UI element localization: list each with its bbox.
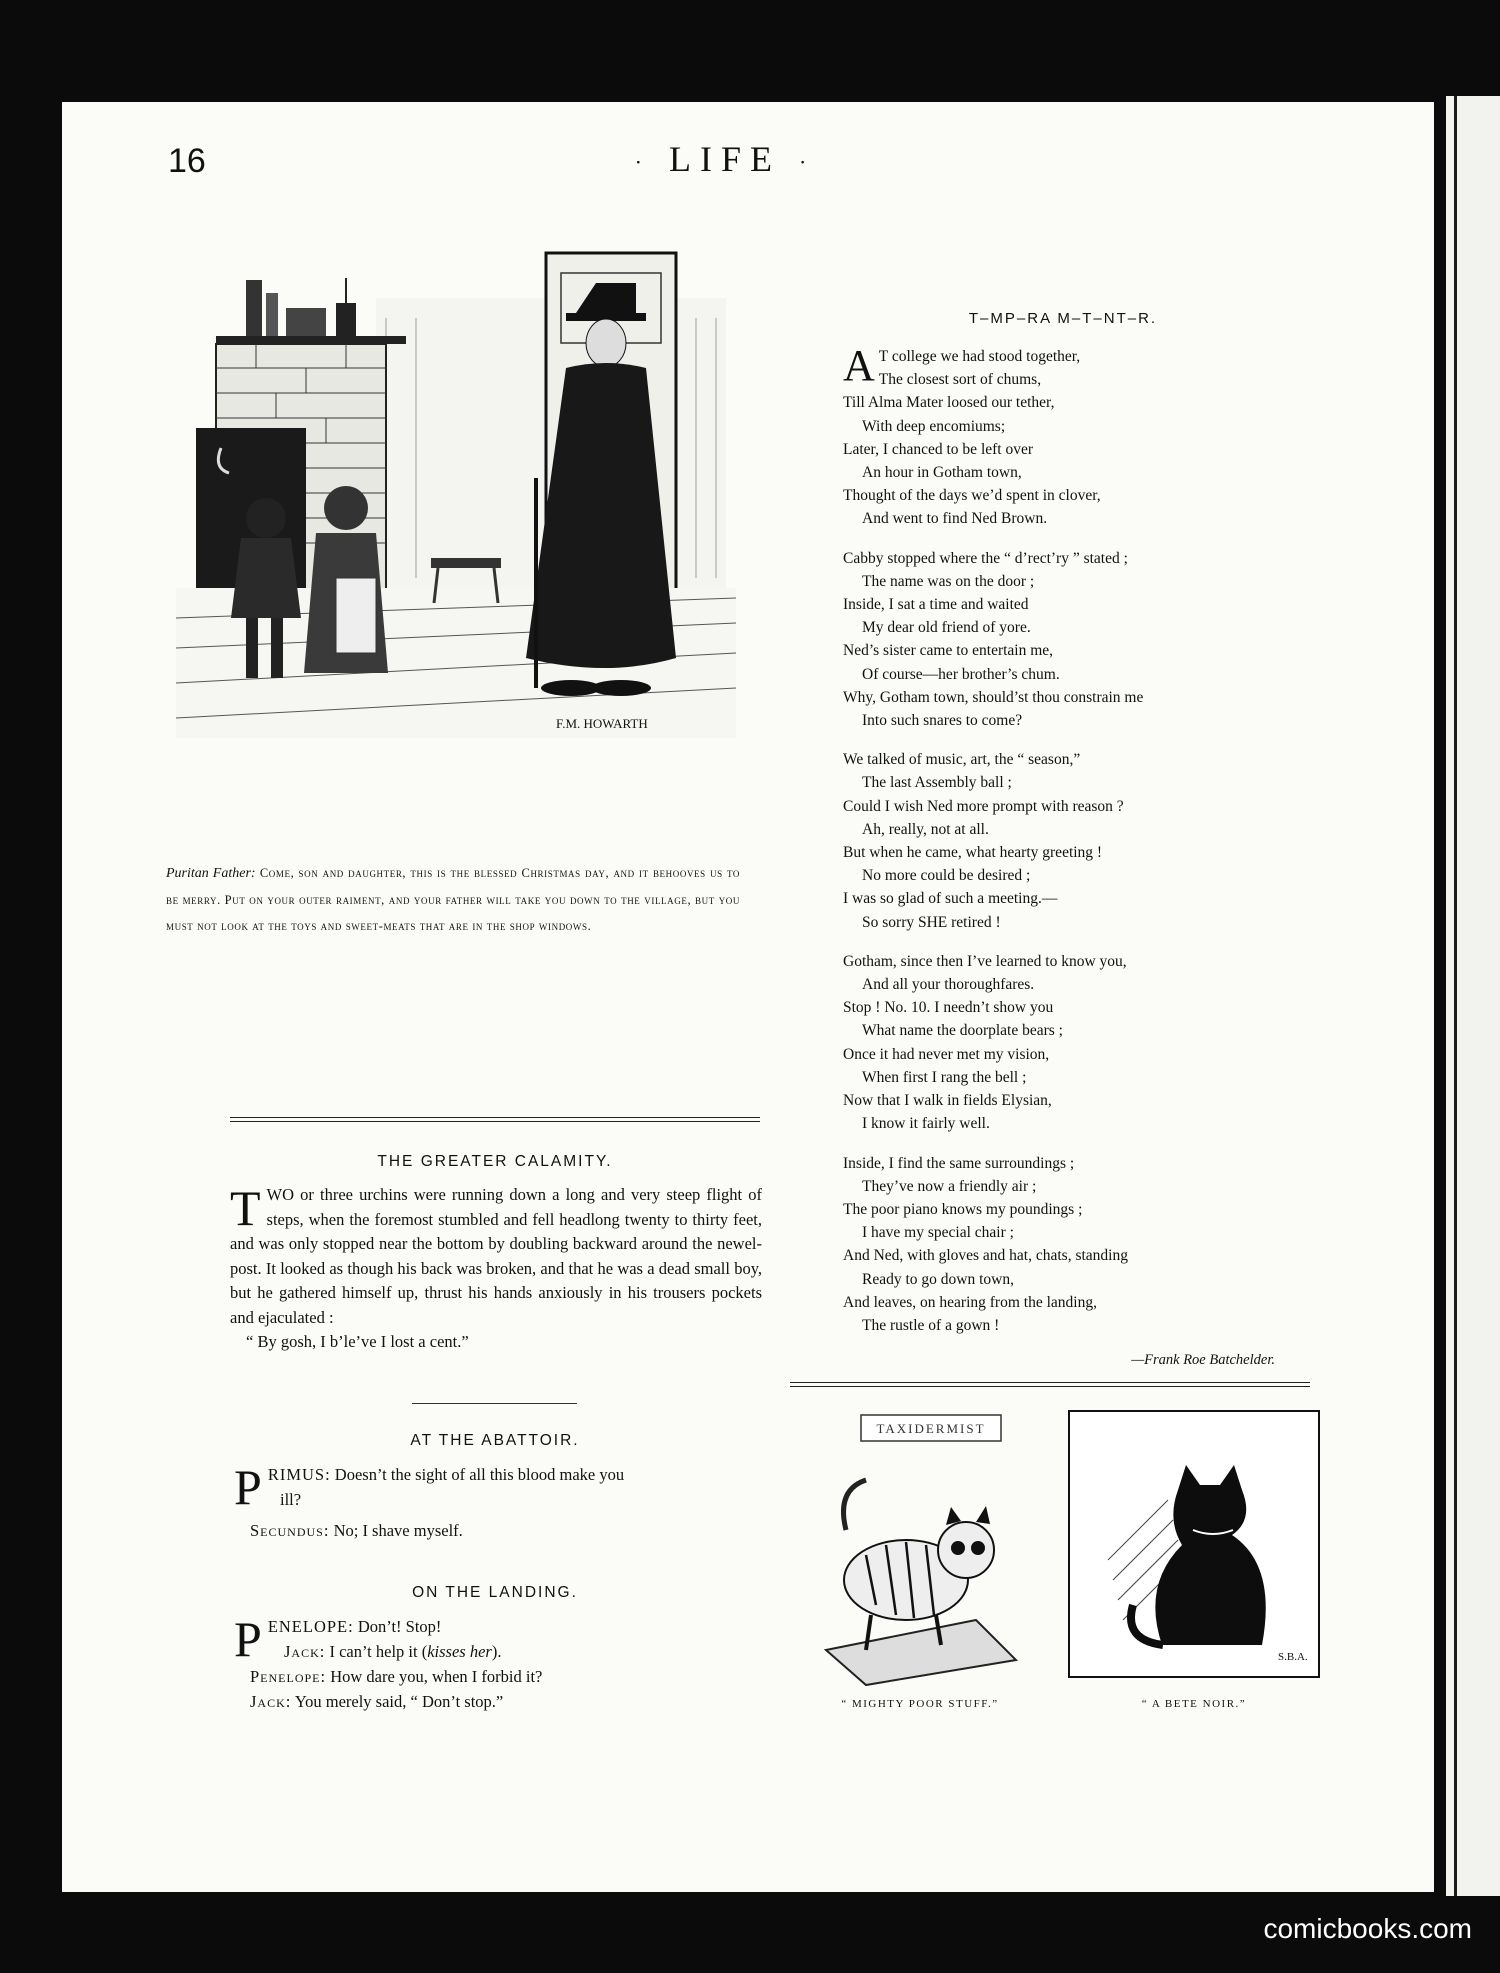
cartoon-caption-mighty-poor-stuff: “ MIGHTY POOR STUFF.” — [841, 1698, 999, 1710]
poem-stanza: A T college we had stood together, The closest sort of chums, Till Alma Mater loosed our tether, With deep encomiums; Later, I chanced to be left over An hour in Gotham town, Thought of the days we’d spent in clover, And went to find Ned Brown. — [843, 341, 1101, 528]
section-divider — [790, 1382, 1310, 1383]
poem-stanza: We talked of music, art, the “ season,” The last Assembly ball ; Could I wish Ned more prompt with reason ? Ah, really, not at all. But when he came, what hearty greeting ! No more could be desired ; I was so glad of such a meeting.— So sorry SHE retired ! — [843, 751, 1124, 931]
taxidermist-cat-cartoon — [786, 1410, 1046, 1690]
cartoon-artist-sign: S.B.A. — [1278, 1651, 1308, 1663]
dropcap: T — [230, 1180, 261, 1236]
section-divider — [230, 1117, 760, 1118]
illustration-caption — [166, 860, 740, 939]
cartoon-caption-bete-noir: “ A BETE NOIR.” — [1141, 1698, 1247, 1710]
landing-title: ON THE LANDING. — [412, 1584, 578, 1601]
abattoir-dialogue: P RIMUS: Doesn’t the sight of all this blood make you ill? Secundus: No; I shave myself. — [234, 1459, 625, 1540]
poem — [843, 341, 1283, 1372]
poem-stanza: Gotham, since then I’ve learned to know you, And all your thoroughfares. Stop ! No. 10. I needn’t show you What name the doorplate bears ; Once it had never met my vision, When first I rang the bell ; Now that I walk in fields Elysian, I know it fairly well. — [843, 952, 1127, 1133]
taxidermist-sign: TAXIDERMIST — [876, 1421, 986, 1436]
abattoir-title: AT THE ABATTOIR. — [410, 1432, 580, 1449]
poem-stanza: Cabby stopped where the “ d’rect’ry ” stated ; The name was on the door ; Inside, I sat a time and waited My dear old friend of yore. Ned’s sister came to entertain me, Of course—her brother’s chum. Why, Gotham town, should’st thou constrain me Into such snares to come? — [843, 549, 1144, 730]
puritan-father-illustration — [176, 218, 736, 738]
page-number: 16 — [168, 142, 206, 180]
poem-title: T–MP–RA M–T–NT–R. — [968, 310, 1158, 327]
dropcap: A — [843, 341, 875, 390]
adjacent-page-edge — [1446, 96, 1500, 1896]
section-divider-short — [412, 1403, 577, 1404]
landing-dialogue: P ENELOPE: Don’t! Stop! Jack: I can’t help it (kisses her). Penelope: How dare you, when I forbid it? Jack: You merely said, “ Don’t stop.” — [234, 1611, 543, 1711]
poem-byline: —Frank Roe Batchelder. — [1131, 1352, 1275, 1369]
dropcap: P — [234, 1459, 262, 1515]
caption-text: Come, son and daughter, this is the blessed Christmas day, and it behooves us to be merry. Put on your outer raiment, and your father will take you down to the village, but you must not look at the toys and sweet-meats that are in the shop windows. — [166, 866, 740, 933]
caption-speaker: Puritan Father: — [166, 866, 256, 881]
greater-calamity-title: THE GREATER CALAMITY. — [377, 1153, 613, 1170]
greater-calamity-body: TWO or three urchins were running down a long and very steep flight of steps, when the foremost stumbled and fell headlong twenty to thirty feet, and was only stopped near the bottom by doubling backward around the newel-post. It looked as though his back was broken, and that he was a dead small boy, but he gathered himself up, thrust his hands anxiously in his trousers pockets and ejaculated : “ By gosh, I b’le’ve I lost a cent.” — [230, 1183, 762, 1355]
poem-stanza: Inside, I find the same surroundings ; They’ve now a friendly air ; The poor piano knows my poundings ; I have my special chair ; And Ned, with gloves and hat, chats, standing Ready to go down town, And leaves, on hearing from the landing, The rustle of a gown ! — [843, 1154, 1128, 1334]
dropcap: P — [234, 1611, 262, 1667]
masthead: · LIFE · — [634, 139, 816, 179]
greater-calamity-quote: “ By gosh, I b’le’ve I lost a cent.” — [246, 1332, 469, 1351]
watermark: comicbooks.com — [1263, 1913, 1472, 1944]
bete-noir-cartoon — [1068, 1410, 1320, 1678]
illustration-signature: F.M. HOWARTH — [556, 716, 648, 731]
